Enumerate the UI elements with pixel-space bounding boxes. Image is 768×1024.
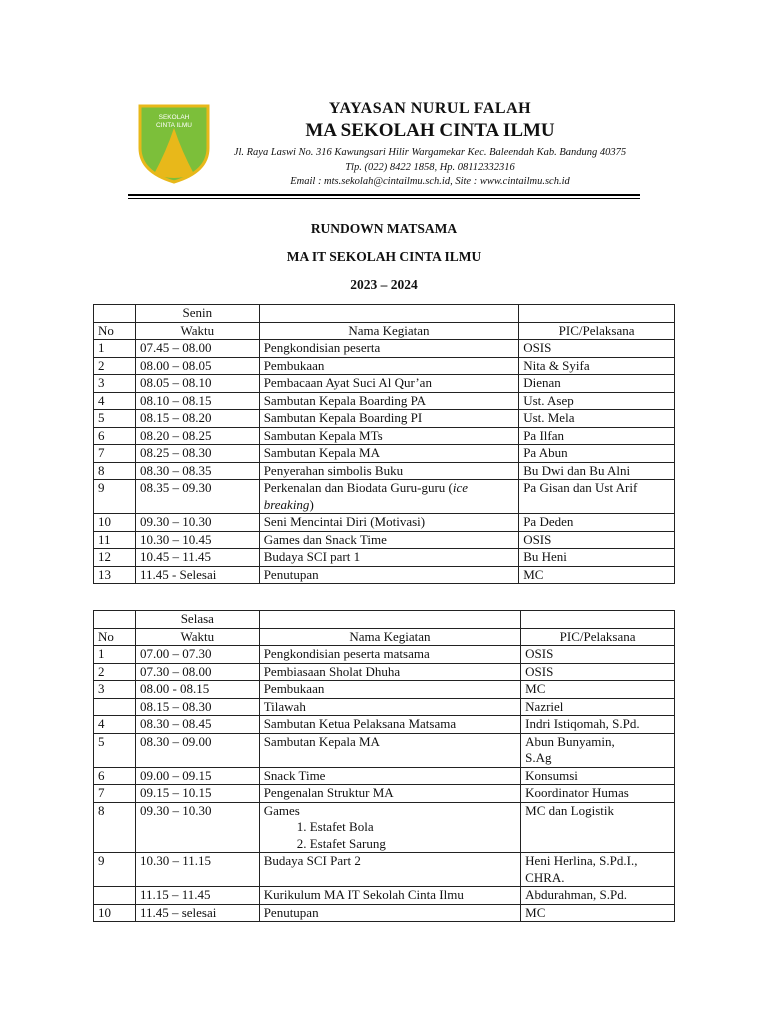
letterhead [128,96,640,206]
row-kegiatan-italic: ice breaking [263,480,469,512]
row-kegiatan [259,566,518,584]
row-waktu: 08.00 - 08.15 [135,681,259,699]
row-kegiatan-text: Sambutan Kepala Boarding PI [263,410,423,425]
row-kegiatan-text: Penyerahan simbolis Buku [263,462,404,478]
row-waktu: 08.30 – 08.35 [135,462,259,480]
row-kegiatan-text: Sambutan Kepala MTs [263,427,383,443]
row-no: 6 [94,427,136,445]
table-row [94,340,675,358]
row-pic: Dienan [519,375,675,393]
header-pic: PIC/Pelaksana [519,322,675,340]
row-kegiatan-text: Sambutan Kepala Boarding PA [263,392,427,408]
row-kegiatan-text: Sambutan Kepala MA [263,445,380,460]
row-pic: OSIS [521,663,675,681]
foundation-name: YAYASAN NURUL FALAH [328,100,532,117]
row-waktu: 08.35 – 09.30 [135,480,259,514]
row-kegiatan-text: Kurikulum MA IT Sekolah Cinta Ilmu [263,887,464,902]
row-no: 3 [94,681,136,699]
table-row [94,802,675,853]
row-kegiatan-end: ) [309,496,314,512]
header-waktu: Waktu [135,628,259,646]
selasa-table [93,610,675,922]
header-no: No [94,322,136,340]
row-no: 8 [94,802,136,853]
row-no: 13 [94,566,136,584]
school-contact: Email : mts.sekolah@cintailmu.sch.id, Site : www.cintailmu.sch.id [290,176,570,187]
table-row [94,733,675,767]
row-no: 10 [94,514,136,532]
row-kegiatan [259,514,518,532]
row-pic-line1: Heni Herlina, S.Pd.I., [525,853,638,868]
doc-title: RUNDOWN MATSAMA [310,221,458,236]
row-kegiatan [259,853,520,887]
row-kegiatan-text: Penutupan [263,566,319,582]
row-waktu: 08.25 – 08.30 [135,445,259,463]
row-no: 9 [94,480,136,514]
school-logo [136,102,212,184]
row-kegiatan [259,733,520,767]
row-waktu: 08.20 – 08.25 [135,427,259,445]
row-pic: Bu Heni [519,549,675,567]
row-kegiatan-text: Sambutan Ketua Pelaksana Matsama [263,716,457,731]
row-no [94,698,136,716]
table-row [94,514,675,532]
table-row [94,698,675,716]
row-kegiatan [259,392,518,410]
svg-text:CINTA ILMU: CINTA ILMU [156,122,192,129]
row-kegiatan [259,904,520,922]
row-kegiatan-text: Games dan Snack Time [263,531,387,547]
row-kegiatan [259,357,518,375]
row-pic-line2: S.Ag [525,750,552,765]
row-kegiatan-text: Pembacaan Ayat Suci Al Qur’an [263,375,432,390]
row-kegiatan [259,802,520,853]
row-no: 3 [94,375,136,393]
row-kegiatan [259,887,520,905]
row-pic: OSIS [519,531,675,549]
row-waktu: 11.45 - Selesai [135,566,259,584]
day-label: Senin [135,305,259,323]
row-kegiatan-text: Pengkondisian peserta [263,340,381,355]
table-row [94,357,675,375]
header-no: No [94,628,136,646]
row-no: 1 [94,646,136,664]
row-pic: Ust. Asep [519,392,675,410]
row-pic: Nazriel [521,698,675,716]
row-waktu: 08.00 – 08.05 [135,357,259,375]
row-kegiatan [259,698,520,716]
row-no: 1 [94,340,136,358]
row-kegiatan [259,480,518,514]
row-no: 12 [94,549,136,567]
row-waktu: 10.30 – 11.15 [135,853,259,887]
letterhead-rule-thin [128,198,640,199]
row-pic: Bu Dwi dan Bu Alni [519,462,675,480]
header-pic: PIC/Pelaksana [521,628,675,646]
row-waktu: 08.15 – 08.30 [135,698,259,716]
table-row [94,767,675,785]
school-address: Jl. Raya Laswi No. 316 Kawungsari Hilir Wargamekar Kec. Baleendah Kab. Bandung 40375 [233,147,627,158]
row-pic: Ust. Mela [519,410,675,428]
table-row [94,427,675,445]
row-waktu: 07.00 – 07.30 [135,646,259,664]
row-kegiatan [259,445,518,463]
table-row [94,904,675,922]
row-kegiatan [259,549,518,567]
row-waktu: 09.30 – 10.30 [135,802,259,853]
row-no: 6 [94,767,136,785]
row-waktu: 08.30 – 08.45 [135,716,259,734]
table-row [94,646,675,664]
organization-info [220,96,640,190]
row-kegiatan-text: Perkenalan dan Biodata Guru-guru ( [263,480,453,495]
row-no: 10 [94,904,136,922]
row-kegiatan [259,340,518,358]
table-row [94,392,675,410]
row-kegiatan-text: Snack Time [263,767,326,783]
row-pic: Pa Gisan dan Ust Arif [519,480,675,514]
row-pic: OSIS [519,340,675,358]
row-kegiatan [259,663,520,681]
row-kegiatan [259,531,518,549]
row-waktu: 07.45 – 08.00 [135,340,259,358]
list-item: 2. Estafet Sarung [310,836,516,853]
row-kegiatan [259,767,520,785]
row-pic [521,733,675,767]
row-pic-line1: Abun Bunyamin, [525,733,615,749]
row-pic: MC [521,681,675,699]
row-pic: Konsumsi [521,767,675,785]
header-waktu: Waktu [135,322,259,340]
table-row [94,410,675,428]
svg-text:SEKOLAH: SEKOLAH [158,114,190,121]
table-row [94,531,675,549]
day-label: Selasa [135,611,259,629]
row-no: 2 [94,663,136,681]
row-pic: Indri Istiqomah, S.Pd. [521,716,675,734]
doc-year: 2023 – 2024 [350,277,418,292]
header-kegiatan: Nama Kegiatan [259,322,518,340]
table-row [94,480,675,514]
row-no: 9 [94,853,136,887]
table-row [94,887,675,905]
table-day-row [94,305,675,323]
list-item: 1. Estafet Bola [310,819,516,836]
school-name: MA SEKOLAH CINTA ILMU [305,120,555,141]
row-pic: Pa Abun [519,445,675,463]
header-kegiatan: Nama Kegiatan [259,628,520,646]
row-no: 2 [94,357,136,375]
table-row [94,445,675,463]
row-waktu: 07.30 – 08.00 [135,663,259,681]
row-kegiatan [259,681,520,699]
row-kegiatan-text: Pembukaan [263,357,325,373]
row-pic: Pa Ilfan [519,427,675,445]
row-pic: OSIS [521,646,675,664]
row-no: 11 [94,531,136,549]
row-kegiatan-text: Pembukaan [263,681,325,696]
row-waktu: 08.15 – 08.20 [135,410,259,428]
table-header-row [94,322,675,340]
row-pic: Nita & Syifa [519,357,675,375]
school-phone: Tlp. (022) 8422 1858, Hp. 08112332316 [345,161,515,173]
row-pic-line2: CHRA. [525,869,565,885]
row-no: 4 [94,716,136,734]
row-kegiatan [259,785,520,803]
row-no: 7 [94,785,136,803]
letterhead-rule [128,194,640,196]
senin-table [93,304,675,584]
row-pic: MC dan Logistik [521,802,675,853]
row-waktu: 09.00 – 09.15 [135,767,259,785]
table-header-row [94,628,675,646]
table-day-row [94,611,675,629]
row-kegiatan [259,375,518,393]
table-row [94,663,675,681]
row-waktu: 10.30 – 10.45 [135,531,259,549]
row-no [94,887,136,905]
table-row [94,716,675,734]
row-kegiatan-text: Pembiasaan Sholat Dhuha [263,663,401,679]
row-waktu: 11.45 – selesai [135,904,259,922]
row-waktu: 09.30 – 10.30 [135,514,259,532]
row-kegiatan-text: Penutupan [263,904,319,920]
row-kegiatan-text: Budaya SCI Part 2 [263,853,361,868]
table-row [94,853,675,887]
row-no: 4 [94,392,136,410]
table-row [94,681,675,699]
row-kegiatan-text: Tilawah [263,698,306,714]
row-no: 8 [94,462,136,480]
row-kegiatan [259,646,520,664]
row-kegiatan [259,410,518,428]
row-pic [521,853,675,887]
table-row [94,785,675,803]
row-pic: MC [519,566,675,584]
row-pic: MC [521,904,675,922]
row-kegiatan-text: Sambutan Kepala MA [263,733,380,749]
row-pic: Pa Deden [519,514,675,532]
row-kegiatan-list [264,819,516,852]
row-pic: Abdurahman, S.Pd. [521,887,675,905]
row-no: 5 [94,733,136,767]
table-row [94,462,675,480]
row-waktu: 11.15 – 11.45 [135,887,259,905]
row-kegiatan-text: Budaya SCI part 1 [263,549,361,564]
table-row [94,375,675,393]
row-kegiatan-text: Pengkondisian peserta matsama [263,646,430,661]
row-no: 7 [94,445,136,463]
doc-subtitle: MA IT SEKOLAH CINTA ILMU [286,249,482,264]
row-waktu: 10.45 – 11.45 [135,549,259,567]
table-row [94,549,675,567]
row-kegiatan [259,427,518,445]
row-waktu: 08.30 – 09.00 [135,733,259,767]
row-kegiatan-text: Pengenalan Struktur MA [263,785,394,800]
row-kegiatan [259,462,518,480]
row-waktu: 09.15 – 10.15 [135,785,259,803]
row-waktu: 08.05 – 08.10 [135,375,259,393]
row-no: 5 [94,410,136,428]
table-row [94,566,675,584]
row-kegiatan-text: Games [263,802,300,818]
row-kegiatan-text: Seni Mencintai Diri (Motivasi) [263,514,426,529]
row-kegiatan [259,716,520,734]
row-pic: Koordinator Humas [521,785,675,803]
row-waktu: 08.10 – 08.15 [135,392,259,410]
